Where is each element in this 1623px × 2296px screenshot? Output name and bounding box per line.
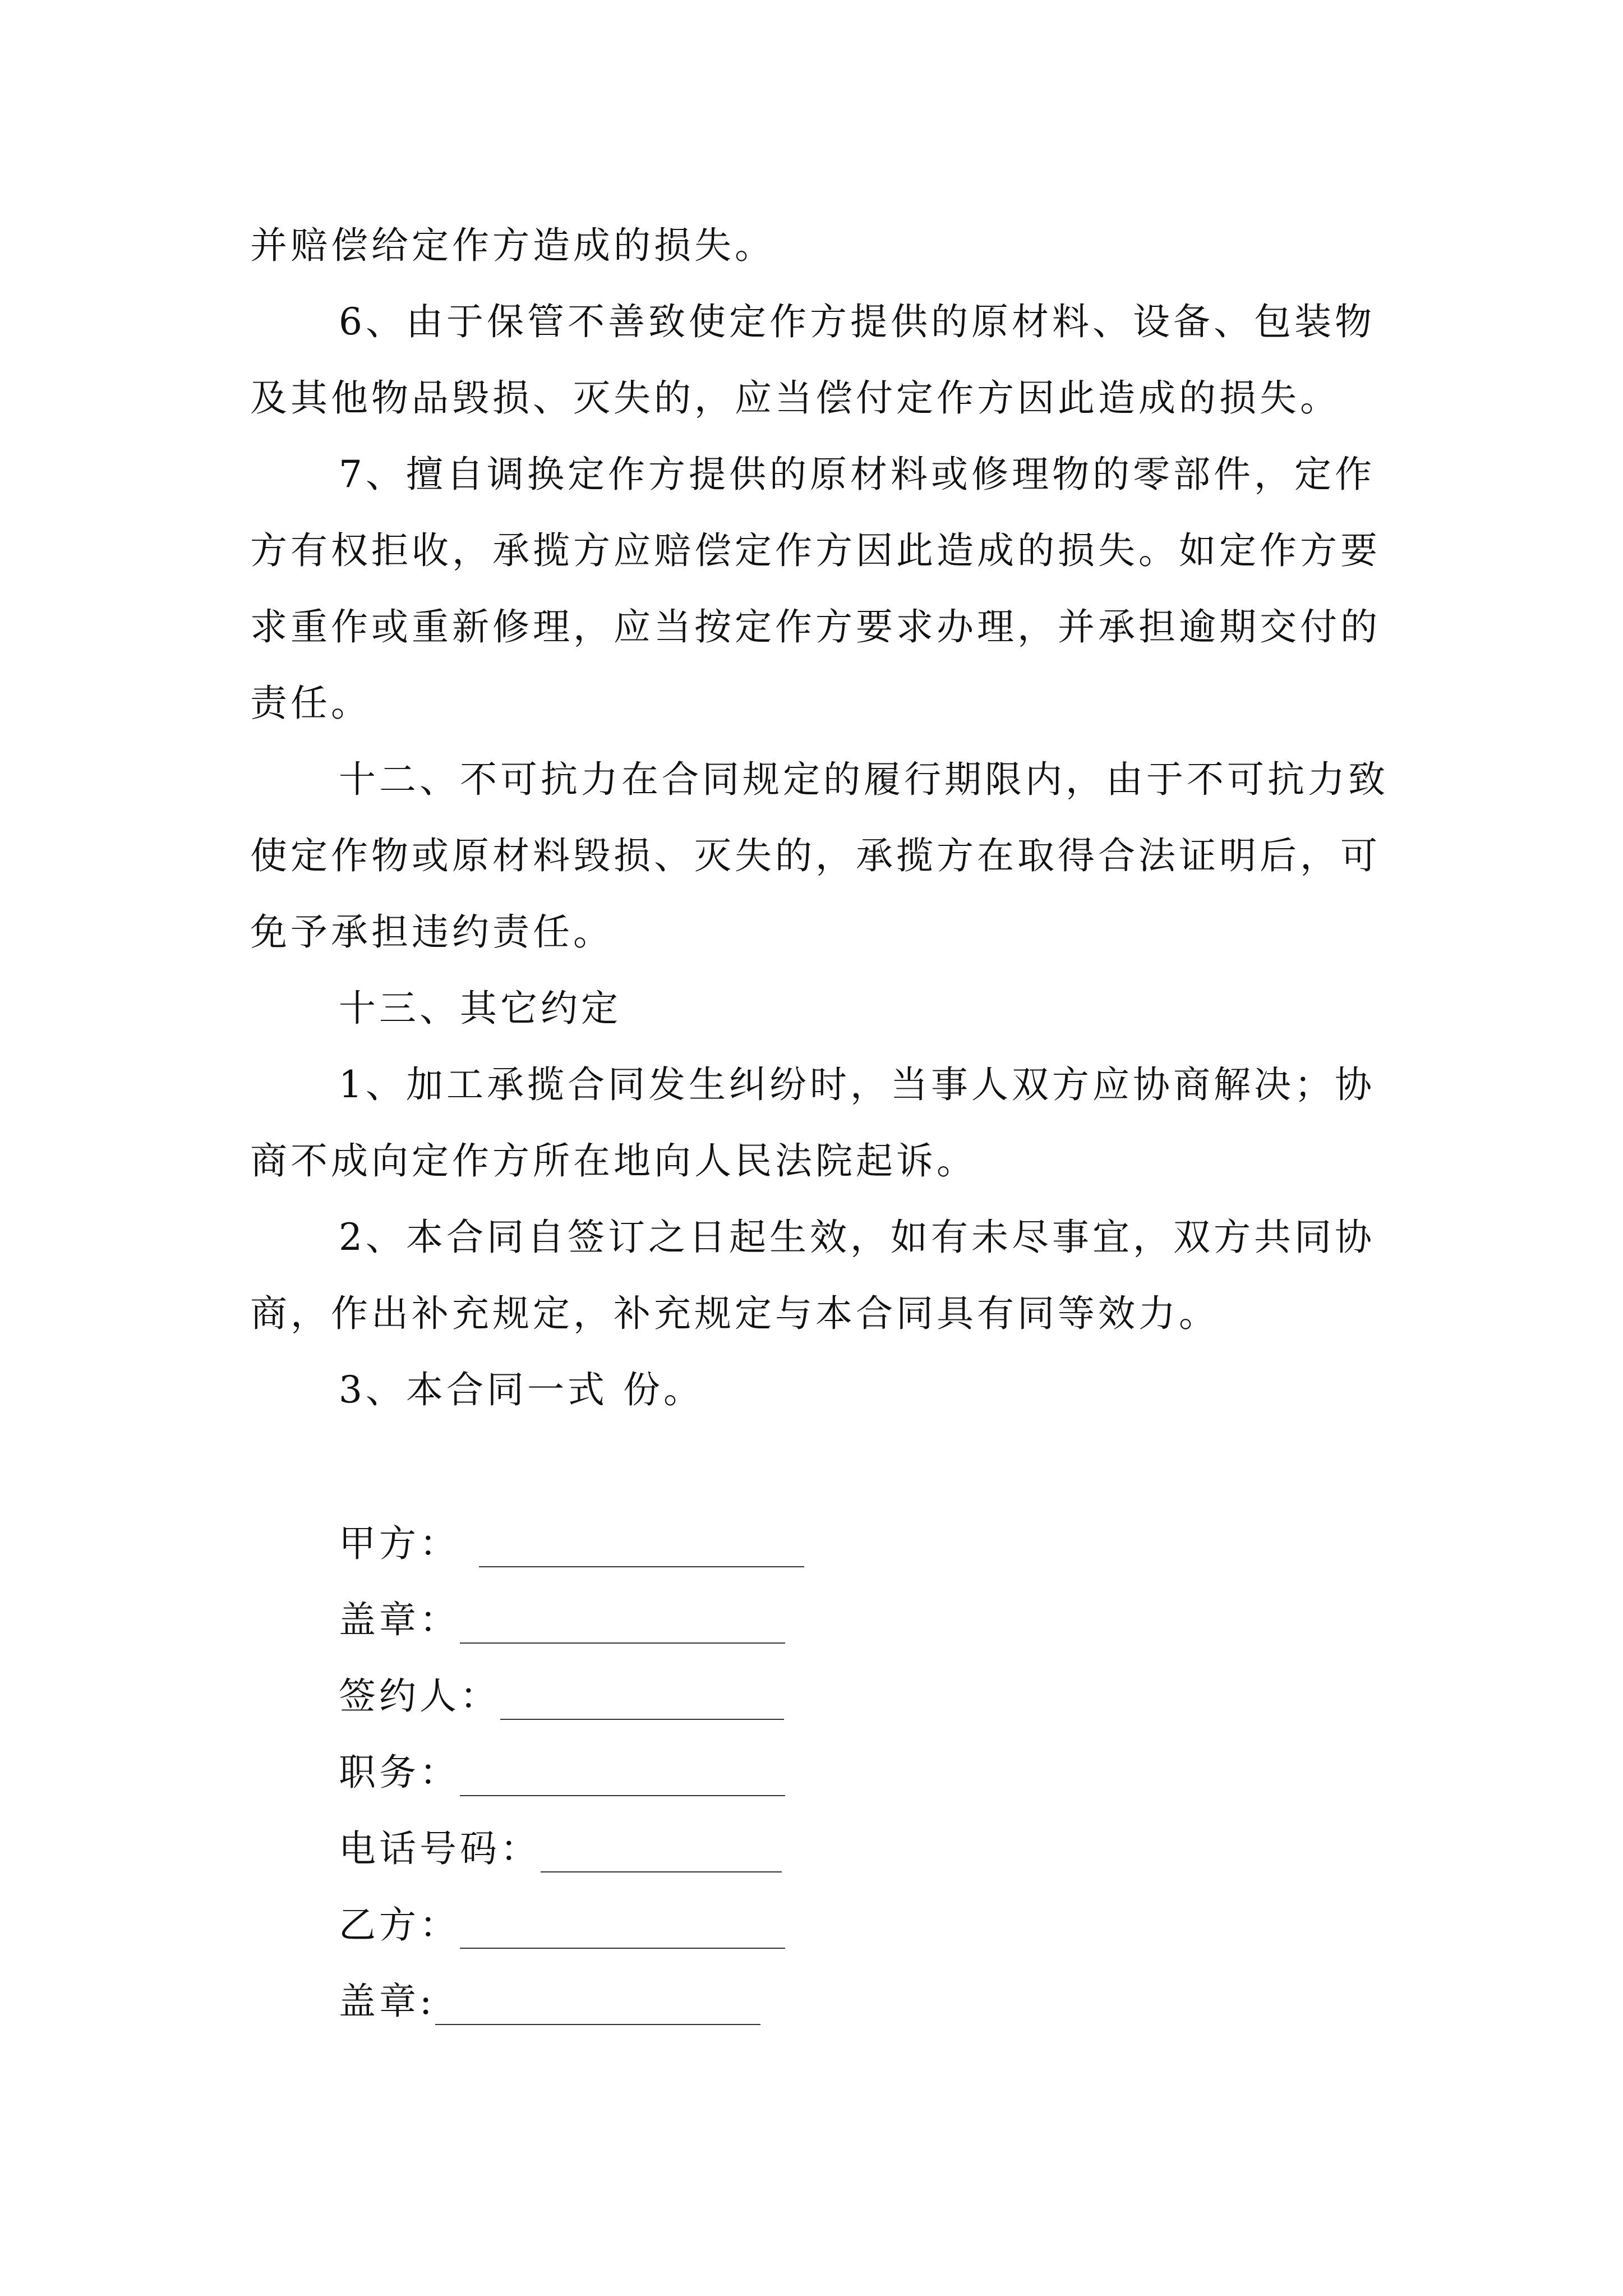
party-b-line bbox=[460, 1912, 785, 1949]
clause-6: 6、由于保管不善致使定作方提供的原材料、设备、包装物及其他物品毁损、灭失的，应当偿付定作方因此造成的损失。 bbox=[250, 300, 1375, 420]
party-b-label: 乙方： bbox=[339, 1903, 460, 1947]
clause-13-1: 1、加工承揽合同发生纠纷时，当事人双方应协商解决；协商不成向定作方所在地向人民法院起诉。 bbox=[250, 1063, 1375, 1182]
party-a-label: 甲方： bbox=[339, 1522, 460, 1565]
section-12-force-majeure: 十二、不可抗力在合同规定的履行期限内，由于不可抗力致使定作物或原材料毁损、灭失的，承揽方在取得合法证明后，可免予承担违约责任。 bbox=[250, 758, 1389, 954]
signatory-line bbox=[500, 1683, 784, 1720]
signature-row-phone bbox=[339, 1811, 804, 1887]
signature-row-position bbox=[339, 1734, 804, 1811]
clause-13-2: 2、本合同自签订之日起生效，如有未尽事宜，双方共同协商，作出补充规定，补充规定与本合同具有同等效力。 bbox=[250, 1216, 1375, 1335]
signatory-label: 签约人： bbox=[339, 1674, 500, 1718]
signature-row-seal-a bbox=[339, 1582, 804, 1658]
seal-a-label: 盖章： bbox=[339, 1598, 460, 1641]
section-13-heading: 十三、其它约定 bbox=[339, 987, 621, 1030]
seal-b-line bbox=[435, 1988, 760, 2025]
clause-7: 7、擅自调换定作方提供的原材料或修理物的零部件，定作方有权拒收，承揽方应赔偿定作方因此造成的损失。如定作方要求重作或重新修理，应当按定作方要求办理，并承担逾期交付的责任。 bbox=[250, 453, 1381, 725]
position-label: 职务： bbox=[339, 1751, 460, 1794]
signature-row-seal-b bbox=[339, 1963, 804, 2040]
signature-row-party-a bbox=[339, 1506, 804, 1582]
signature-row-party-b bbox=[339, 1887, 804, 1963]
contract-body bbox=[250, 208, 1389, 1428]
phone-line bbox=[541, 1835, 782, 1872]
phone-label: 电话号码： bbox=[339, 1827, 541, 1870]
seal-a-line bbox=[460, 1607, 785, 1644]
paragraph-continuation: 并赔偿给定作方造成的损失。 bbox=[250, 224, 775, 267]
clause-13-3: 3、本合同一式 份。 bbox=[339, 1368, 704, 1411]
seal-b-label: 盖章: bbox=[339, 1980, 436, 2023]
signature-row-signatory bbox=[339, 1658, 804, 1734]
signature-block bbox=[339, 1506, 804, 2040]
position-line bbox=[460, 1759, 785, 1796]
party-a-line bbox=[479, 1530, 804, 1567]
